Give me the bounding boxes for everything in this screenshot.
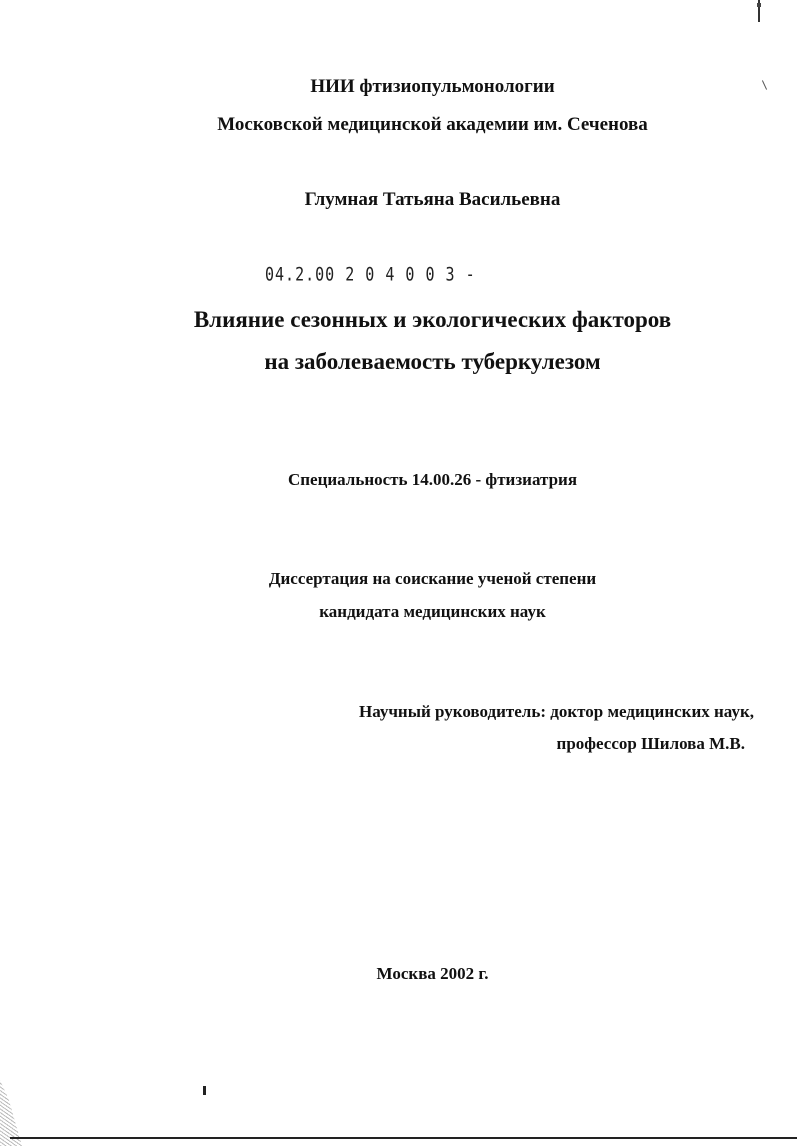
registration-stamp: 04.2.00 2 0 4 0 0 3 - [265, 263, 476, 286]
specialty: Специальность 14.00.26 - фтизиатрия [287, 470, 578, 489]
institute-line-1: НИИ фтизиопульмонологии [310, 76, 555, 97]
degree-line-1: Диссертация на соискание ученой степени [268, 569, 597, 588]
degree-line-2: кандидата медицинских наук [319, 602, 546, 621]
author-name: Глумная Татьяна Васильевна [304, 189, 561, 210]
institute-line-2: Московской медицинской академии им. Сеченова [217, 114, 648, 135]
supervisor-line-1: Научный руководитель: доктор медицинских наук, [358, 702, 754, 721]
supervisor-line-2: профессор Шилова М.В. [556, 734, 745, 753]
dissertation-title-line-2: на заболеваемость туберкулезом [264, 349, 601, 374]
scan-edge-dot [757, 3, 761, 7]
dissertation-title-line-1: Влияние сезонных и экологических факторов [193, 307, 672, 332]
scan-speck [203, 1086, 206, 1095]
city-year: Москва 2002 г. [376, 964, 489, 983]
scan-bottom-edge [10, 1137, 797, 1139]
